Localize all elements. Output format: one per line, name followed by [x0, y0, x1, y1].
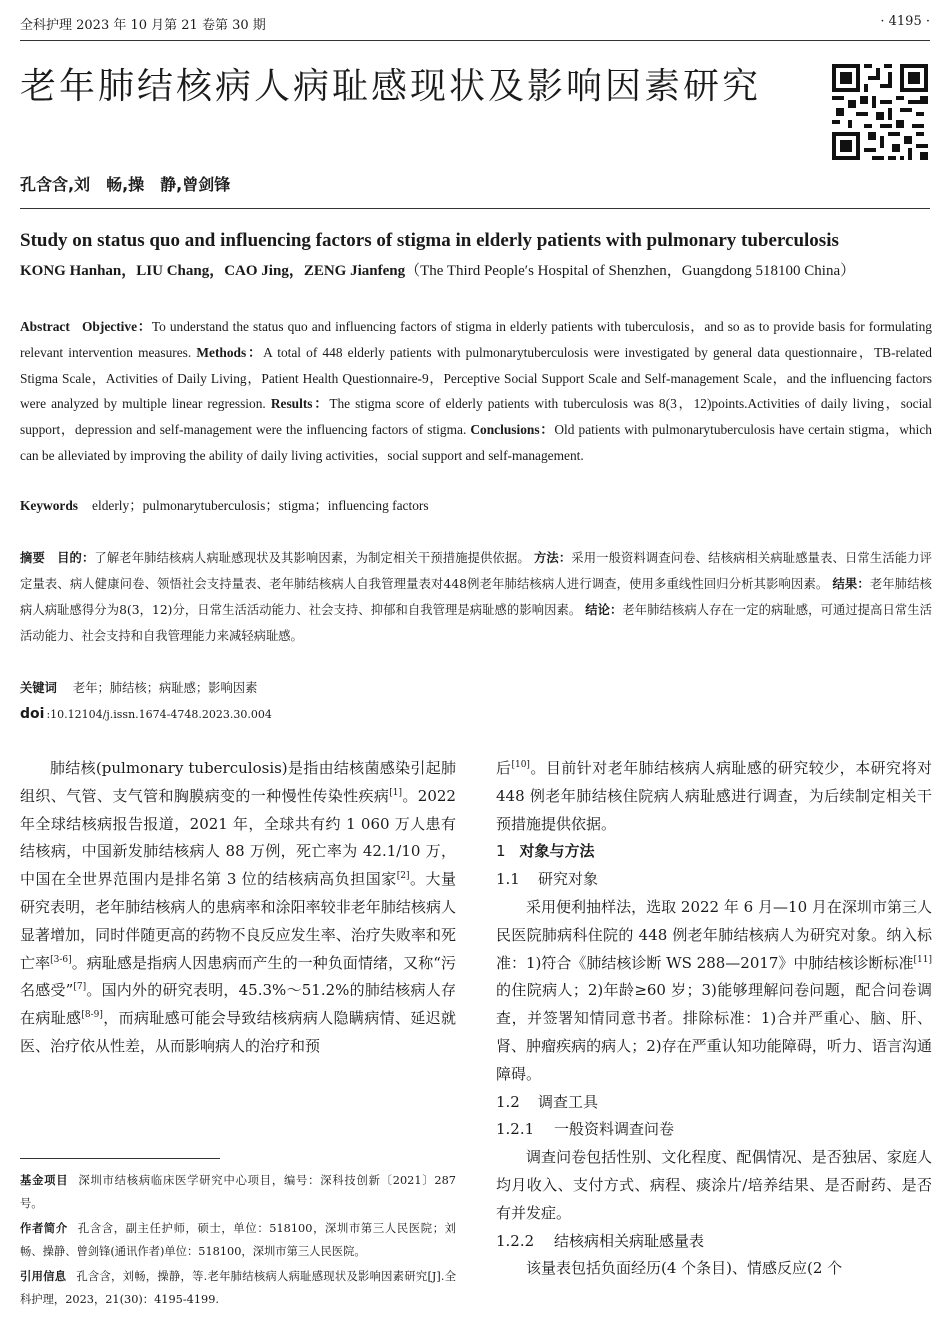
intro-paragraph-cont: 后[10]。目前针对老年肺结核病人病耻感的研究较少，本研究将对 448 例老年肺结核住院病人病耻感进行调查，为后续制定相关干预措施提供依据。 — [496, 759, 932, 833]
doi-link[interactable]: 10.12104/j.issn.1674-4748.2023.30.004 — [50, 708, 272, 721]
citation-link[interactable]: [1] — [389, 787, 403, 798]
citation-link[interactable]: [8-9] — [81, 1010, 103, 1021]
article-title-cn: 老年肺结核病人病耻感现状及影响因素研究 — [20, 66, 762, 107]
page-number: · 4195 · — [880, 14, 930, 29]
stigma-scale-paragraph: 该量表包括负面经历(4 个条目)、情感反应(2 个 — [526, 1259, 843, 1278]
running-header — [20, 14, 930, 34]
keywords-en — [20, 495, 429, 514]
article-title-en: Study on status quo and influencing factors of stigma in elderly patients with pulmonary tuberculosis — [20, 230, 839, 251]
author-affiliation-en: （The Third People′s Hospital of Shenzhen，Guangdong 518100 China） — [405, 263, 856, 279]
subsection-heading: 1.1 研究对象 — [496, 870, 599, 889]
body-column-right — [496, 755, 932, 1283]
abstract-en — [20, 314, 932, 469]
keywords-en-label: Keywords — [20, 498, 79, 513]
conclusions-en-label: Conclusions： — [470, 422, 555, 438]
objective-en-label: Objective： — [82, 319, 152, 334]
methods-cn: 采用一般资料调查问卷、结核病相关病耻感量表、日常生活能力评定量表、病人健康问卷、领悟社会支持量表、老年肺结核病人自我管理量表对448例老年肺结核病人进行调查，使用多重线性回归分析其影响因素。 — [20, 551, 932, 591]
results-en: The stigma score of elderly patients with tuberculosis was 8(3，12)points.Activities of daily living，social support，depression and self-management were the influencing factors of stigma. — [20, 396, 932, 438]
body-column-left — [20, 755, 456, 1061]
questionnaire-paragraph: 调查问卷包括性别、文化程度、配偶情况、是否独居、家庭人均月收入、支付方式、病程、痰涂片/培养结果、是否耐药、是否有并发症。 — [496, 1148, 932, 1222]
keywords-en-text: elderly；pulmonarytuberculosis；stigma；influencing factors — [92, 498, 429, 513]
qr-code-icon — [832, 64, 928, 160]
citation-link[interactable]: [7] — [73, 982, 87, 993]
conclusions-en: Old patients with pulmonarytuberculosis have certain stigma，which can be alleviated by improving the ability of daily living activities，social support and self-management. — [20, 422, 932, 463]
methods-en-label: Methods： — [196, 344, 264, 360]
methods-cn-label: 方法： — [533, 551, 572, 565]
authors-en — [20, 258, 932, 285]
citation-footnote: 引用信息 孔含含，刘畅，操静，等.老年肺结核病人病耻感现状及影响因素研究[J].全科护理，2023，21(30)：4195-4199. — [20, 1270, 456, 1306]
citation-link[interactable]: [2] — [396, 871, 410, 882]
keywords-cn-text: 老年；肺结核；病耻感；影响因素 — [72, 681, 258, 695]
citation-link[interactable]: [3-6] — [50, 954, 72, 965]
title-rule — [20, 208, 930, 209]
authors-cn: 孔含含,刘 畅,操 静,曾剑锋 — [20, 175, 231, 194]
results-en-label: Results： — [270, 396, 330, 412]
abstract-cn-label: 摘要 — [20, 551, 45, 565]
objective-cn-label: 目的： — [57, 551, 95, 565]
section-heading: 1 对象与方法 — [496, 842, 595, 861]
intro-paragraph: 肺结核(pulmonary tuberculosis)是指由结核菌感染引起肺组织、气管、支气管和胸膜病变的一种慢性传染性疾病[1]。2022 年全球结核病报告报道，2021 年，全球共有约 1 060 万人患有结核病，中国新发肺结核病人 88 万例，死亡率为 42.1/10 万，中国在全世界范围内是排名第 3 位的结核病高负担国家[2]。大量研究表明，老年肺结核病人的患病率和涂阳率较非老年肺结核病人显著增加，同时伴随更高的药物不良反应发生率、治疗失败率和死亡率[3-6]。病耻感是指病人因患病而产生的一种负面情绪，又称“污名感受”[7]。国内外的研究表明，45.3%～51.2%的肺结核病人存在病耻感[8-9]，而病耻感可能会导致结核病病人隐瞒病情、延迟就医、治疗依从性差，从而影响病人的治疗和预 — [20, 759, 456, 1055]
conclusions-cn: 老年肺结核病人存在一定的病耻感，可通过提高日常生活活动能力、社会支持和自我管理能力来减轻病耻感。 — [20, 603, 932, 643]
citation-link[interactable]: [11] — [913, 954, 932, 965]
header-rule — [20, 40, 930, 41]
author-names-en: KONG Hanhan，LIU Chang，CAO Jing，ZENG Jianfeng — [20, 263, 406, 279]
results-cn-label: 结果： — [832, 577, 870, 591]
journal-info: 全科护理 2023 年 10 月第 21 卷第 30 期 — [20, 18, 266, 33]
subsection-heading: 1.2 调查工具 — [496, 1092, 599, 1111]
keywords-cn — [20, 678, 257, 696]
abstract-cn — [20, 545, 932, 649]
doi: doi :10.12104/j.issn.1674-4748.2023.30.004 — [20, 706, 272, 722]
subsubsection-heading: 1.2.1 一般资料调查问卷 — [496, 1120, 675, 1139]
keywords-cn-label: 关键词 — [20, 681, 57, 695]
methods-en: A total of 448 elderly patients with pulmonarytuberculosis were investigated by general data questionnaire，TB-related Stigma Scale，Activities of Daily Living，Patient Health Questionnaire-9，Perceptive Social Support Scale and Self-management Scale，and the influencing factors were analyzed by multiple linear regression. — [20, 344, 932, 412]
abstract-en-label: Abstract — [20, 319, 70, 334]
doi-label: doi — [20, 706, 45, 722]
fund-footnote: 基金项目 深圳市结核病临床医学研究中心项目，编号：深科技创新〔2021〕287 号。 — [20, 1174, 456, 1210]
author-footnote: 作者简介 孔含含，副主任护师，硕士，单位：518100，深圳市第三人民医院；刘畅、操静、曾剑锋(通讯作者)单位：518100，深圳市第三人民医院。 — [20, 1222, 456, 1258]
conclusions-cn-label: 结论： — [585, 603, 623, 617]
footnote-rule — [20, 1158, 220, 1159]
objective-cn: 了解老年肺结核病人病耻感现状及其影响因素，为制定相关干预措施提供依据。 — [94, 551, 530, 565]
footnotes — [20, 1170, 456, 1314]
subsubsection-heading: 1.2.2 结核病相关病耻感量表 — [496, 1231, 705, 1250]
citation-link[interactable]: [10] — [511, 760, 530, 770]
subjects-paragraph: 采用便利抽样法，选取 2022 年 6 月—10 月在深圳市第三人民医院肺病科住院的 448 例老年肺结核病人为研究对象。纳入标准：1)符合《肺结核诊断 WS 288—2017》中肺结核诊断标准[11]的住院病人；2)年龄≥60 岁；3)能够理解问卷问题，配合问卷调查，并签署知情同意书者。排除标准：1)合并严重心、脑、肝、肾、肿瘤疾病的病人；2)存在严重认知功能障碍，听力、语言沟通障碍。 — [496, 897, 932, 1083]
objective-en: To understand the status quo and influencing factors of stigma in elderly patients with tuberculosis，and so as to provide basis for formulating relevant intervention measures. — [20, 319, 933, 360]
results-cn: 老年肺结核病人病耻感得分为8(3，12)分，日常生活活动能力、社会支持、抑郁和自我管理是病耻感的影响因素。 — [20, 577, 932, 617]
